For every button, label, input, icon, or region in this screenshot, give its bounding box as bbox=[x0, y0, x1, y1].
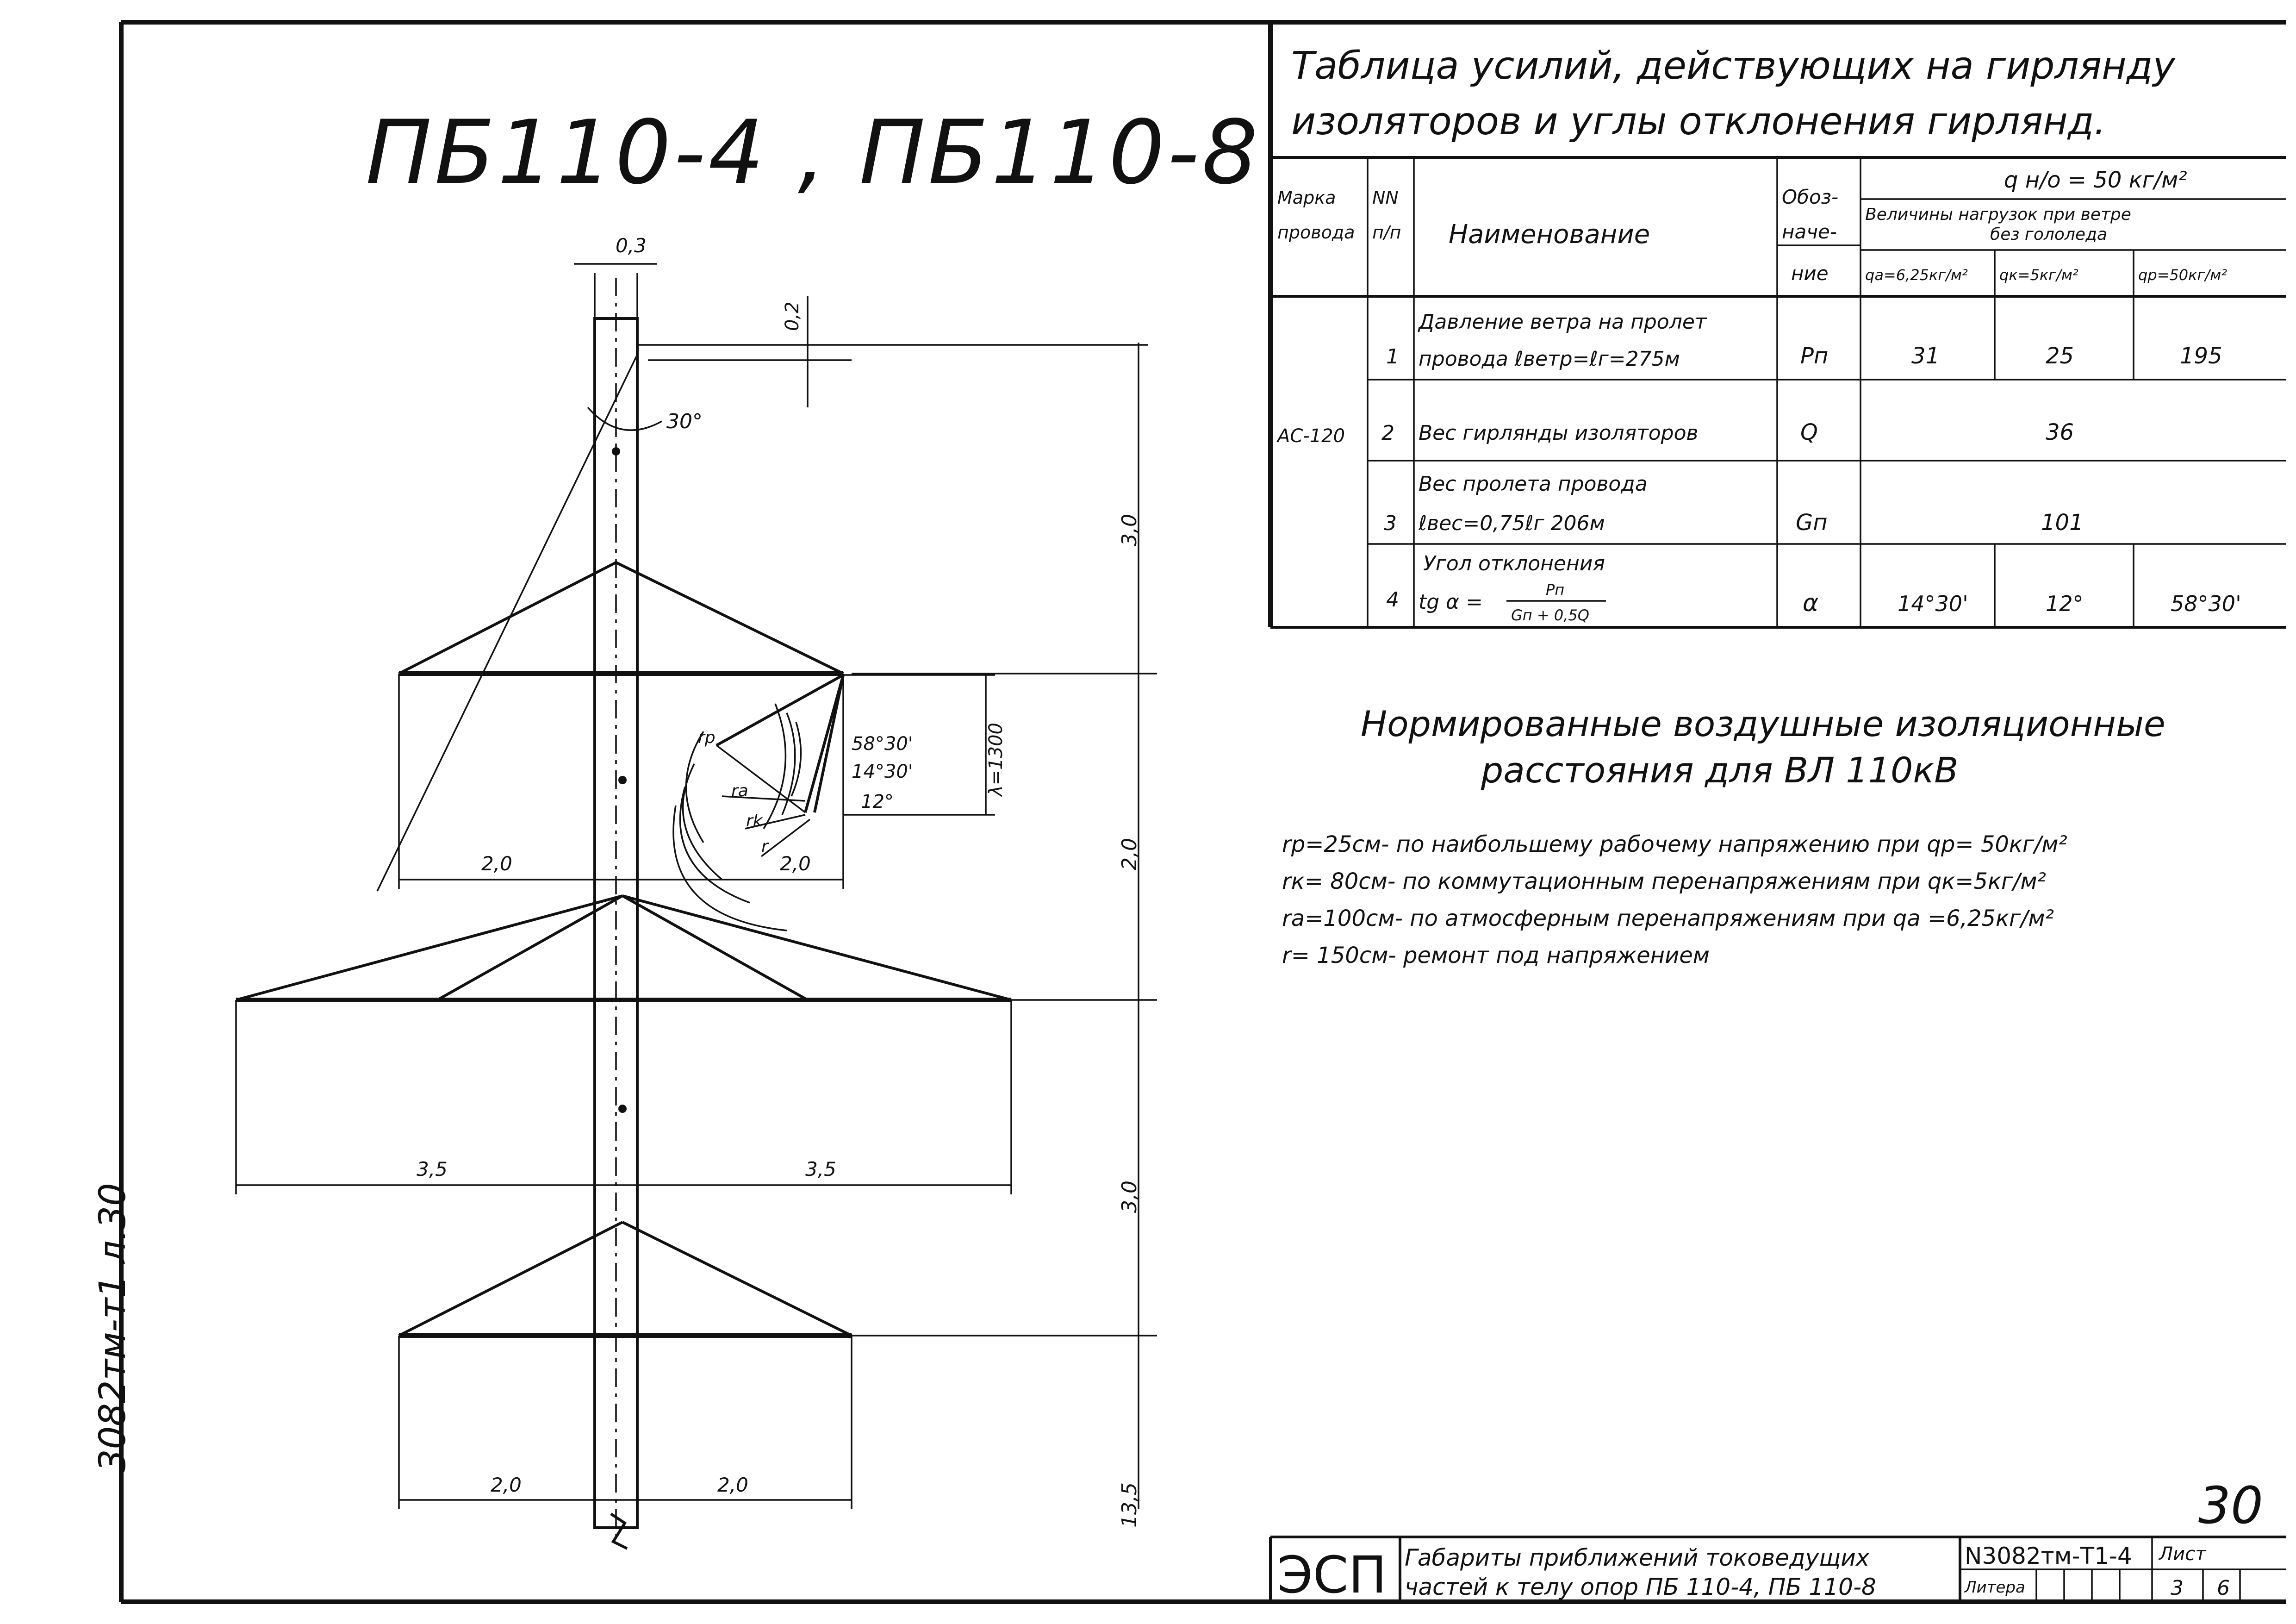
row3-num: 3 bbox=[1384, 512, 1397, 535]
table-title-2: изоляторов и углы отклонения гирлянд. bbox=[1291, 100, 2106, 144]
forces-table bbox=[1270, 44, 2286, 627]
row1-qa: 31 bbox=[1911, 343, 1940, 369]
lightning-line bbox=[377, 356, 636, 891]
row4-sym: α bbox=[1803, 589, 1819, 617]
dim-top-offset: 0,2 bbox=[782, 301, 803, 331]
radius-label-rk: rk bbox=[746, 812, 763, 831]
drawing-title: ПБ110-4 , ПБ110-8 bbox=[366, 101, 1261, 204]
row1-name-2: провода ℓветр=ℓг=275м bbox=[1419, 347, 1680, 371]
hdr-oboz-1: Обоз- bbox=[1782, 186, 1839, 208]
row1-name-1: Давление ветра на пролет bbox=[1419, 310, 1707, 334]
radius-label-rp: rp bbox=[698, 728, 716, 747]
row2-name-1: Вес гирлянды изоляторов bbox=[1419, 421, 1699, 445]
desc-2: частей к телу опор ПБ 110-4, ПБ 110-8 bbox=[1405, 1574, 1876, 1600]
row4-num: 4 bbox=[1386, 588, 1399, 612]
row2-num: 2 bbox=[1381, 421, 1394, 445]
row4-qa: 14°30' bbox=[1898, 591, 1968, 616]
hdr-col-qa: qа=6,25кг/м² bbox=[1865, 266, 1968, 284]
lists-value: 6 bbox=[2217, 1576, 2230, 1600]
hdr-name: Наименование bbox=[1449, 219, 1650, 250]
radius-label-ra: ra bbox=[731, 781, 748, 800]
row3-value: 101 bbox=[2041, 510, 2084, 536]
clearances-title-2: расстояния для ВЛ 110кВ bbox=[1481, 750, 1959, 791]
hdr-load-1: Величины нагрузок при ветре bbox=[1865, 205, 2131, 224]
sheet-frame bbox=[121, 22, 2286, 1602]
clearance-line-4: r= 150см- ремонт под напряжением bbox=[1282, 943, 1710, 968]
dim-string-length: λ=1300 bbox=[985, 723, 1007, 796]
hdr-load-2: без гололеда bbox=[1990, 225, 2108, 244]
sheet-number: 30 bbox=[2198, 1476, 2263, 1535]
title-block bbox=[1270, 1476, 2286, 1605]
dim-arm3-left: 2,0 bbox=[491, 1474, 522, 1496]
desc-1: Габариты приближений токоведущих bbox=[1405, 1544, 1870, 1571]
clearances-note bbox=[1282, 703, 2165, 968]
angle-label-2: 14°30' bbox=[852, 761, 913, 782]
clearance-line-1: rр=25см- по наибольшему рабочему напряжению при qр= 50кг/м² bbox=[1282, 831, 2067, 857]
side-stamp: 3082тм-т1 л.30 bbox=[92, 1183, 134, 1472]
row4-name-1: Угол отклонения bbox=[1423, 552, 1605, 575]
hdr-marka-1: Марка bbox=[1277, 187, 1336, 208]
dim-arm1-right: 2,0 bbox=[780, 852, 811, 875]
row1-qk: 25 bbox=[2046, 343, 2074, 369]
row4-qk: 12° bbox=[2046, 591, 2084, 616]
doc-number: N3082тм-Т1-4 bbox=[1965, 1543, 2132, 1569]
row4-formula-num: Pп bbox=[1546, 581, 1565, 599]
hdr-nn-1: NN bbox=[1372, 187, 1399, 208]
row3-name-1: Вес пролета провода bbox=[1419, 472, 1648, 496]
angle-label-3: 12° bbox=[861, 791, 894, 812]
dim-pole-width: 0,3 bbox=[616, 234, 647, 257]
row3-sym: Gп bbox=[1796, 510, 1828, 536]
dim-angle-top: 30° bbox=[666, 410, 703, 433]
row4-name-2: tg α = bbox=[1419, 590, 1483, 614]
hdr-marka-2: провода bbox=[1277, 222, 1355, 243]
row1-sym: Pп bbox=[1800, 343, 1829, 369]
radius-label-r: r bbox=[761, 837, 768, 856]
row4-formula-den: Gп + 0,5Q bbox=[1511, 606, 1589, 624]
angle-label-1: 58°30' bbox=[852, 733, 913, 755]
row2-sym: Q bbox=[1800, 419, 1818, 445]
wire-mark: АС-120 bbox=[1277, 425, 1345, 447]
clearances-title-1: Нормированные воздушные изоляционные bbox=[1361, 703, 2165, 744]
dim-arm1-left: 2,0 bbox=[481, 852, 512, 875]
hdr-oboz-3: ние bbox=[1791, 262, 1829, 285]
pole-drawing bbox=[236, 101, 1261, 1549]
table-title-1: Таблица усилий, действующих на гирлянду bbox=[1291, 44, 2175, 88]
row3-name-2: ℓвес=0,75ℓг 206м bbox=[1419, 512, 1605, 535]
dim-arm2-right: 3,5 bbox=[805, 1158, 836, 1181]
row1-num: 1 bbox=[1386, 345, 1399, 369]
dim-arm3-right: 2,0 bbox=[717, 1474, 748, 1496]
row2-value: 36 bbox=[2046, 419, 2074, 445]
dim-arm2-left: 3,5 bbox=[417, 1158, 448, 1181]
hdr-nn-2: п/п bbox=[1372, 222, 1401, 243]
dim-sec1: 3,0 bbox=[1118, 514, 1141, 546]
hdr-col-qk: qк=5кг/м² bbox=[1999, 266, 2078, 284]
row1-qp: 195 bbox=[2180, 343, 2222, 369]
row4-qp: 58°30' bbox=[2171, 591, 2241, 616]
dim-sec2: 2,0 bbox=[1118, 838, 1141, 870]
clearance-line-3: rа=100см- по атмосферным перенапряжениям при qа =6,25кг/м² bbox=[1282, 906, 2054, 931]
dim-sec3: 3,0 bbox=[1118, 1181, 1141, 1213]
dim-bottom: 13,5 bbox=[1118, 1482, 1141, 1528]
clearance-line-2: rк= 80см- по коммутационным перенапряжениям при qк=5кг/м² bbox=[1282, 868, 2046, 894]
list-value: 3 bbox=[2171, 1576, 2184, 1600]
org-label: ЭСП bbox=[1277, 1545, 1387, 1605]
hdr-col-qp: qр=50кг/м² bbox=[2138, 266, 2228, 284]
litera-label: Литера bbox=[1965, 1578, 2025, 1597]
hdr-q-top: q н/о = 50 кг/м² bbox=[2004, 167, 2187, 193]
list-label: Лист bbox=[2159, 1543, 2206, 1565]
hdr-oboz-2: наче- bbox=[1782, 220, 1837, 243]
